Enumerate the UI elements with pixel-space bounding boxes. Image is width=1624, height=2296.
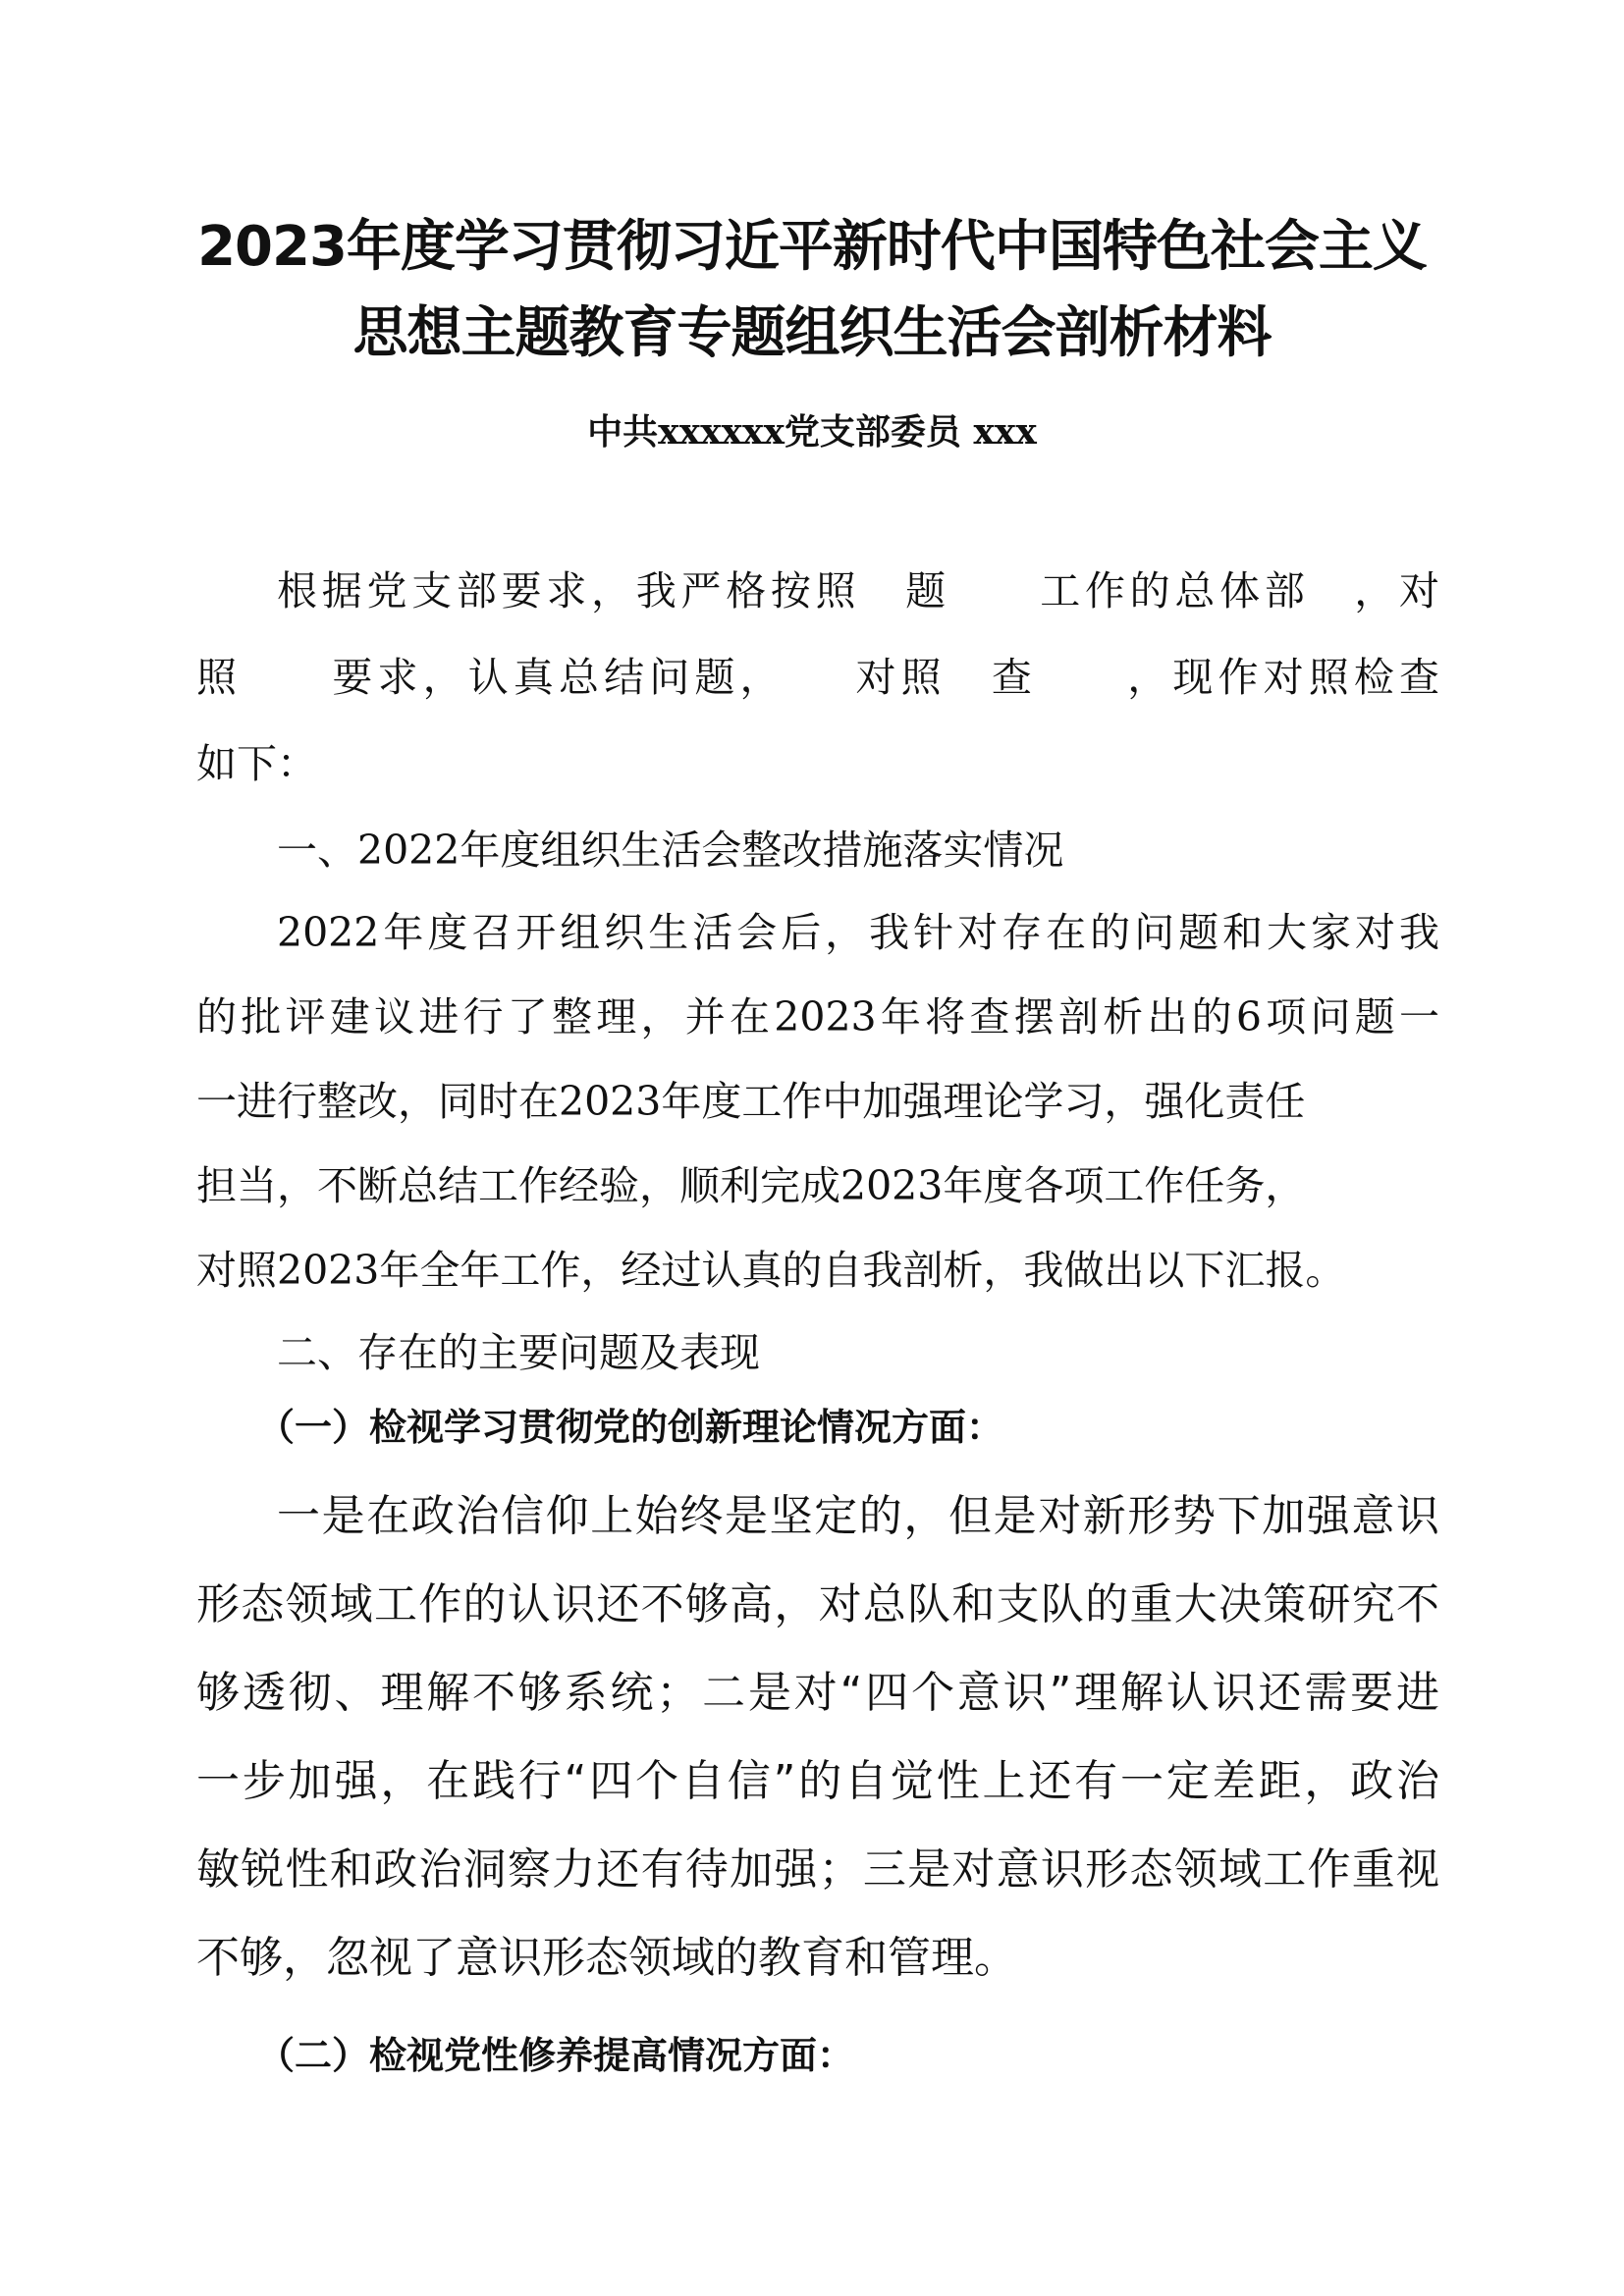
section-1-line-4: 担当，不断总结工作经验，顺利完成2023年度各项工作任务，: [196, 1162, 1306, 1209]
section-2-sub-1-line-1: 一是在政治信仰上始终是坚定的，但是对新形势下加强意识: [277, 1491, 1439, 1541]
section-2-sub-1-line-6: 不够，忽视了意识形态领域的教育和管理。: [196, 1933, 1017, 1983]
section-1-line-2: 的批评建议进行了整理，并在2023年将查摆剖析出的6项问题一: [196, 993, 1439, 1041]
section-1-line-5: 对照2023年全年工作，经过认真的自我剖析，我做出以下汇报。: [196, 1247, 1346, 1294]
section-2-sub-1-heading: （一）检视学习贯彻党的创新理论情况方面：: [257, 1405, 1004, 1449]
section-2-sub-1-line-4: 一步加强，在践行“四个自信”的自觉性上还有一定差距，政治: [196, 1756, 1439, 1806]
section-2-heading: 二、存在的主要问题及表现: [277, 1329, 760, 1376]
intro-line-1: 根据党支部要求，我严格按照 题 工作的总体部 ，对: [277, 567, 1439, 614]
document-title-line-1: 2023年度学习贯彻习近平新时代中国特色社会主义: [197, 215, 1427, 279]
section-1-line-3: 一进行整改，同时在2023年度工作中加强理论学习，强化责任: [196, 1078, 1306, 1125]
section-2-sub-2-heading: （二）检视党性修养提高情况方面：: [257, 2033, 855, 2077]
document-title-line-2: 思想主题教育专题组织生活会剖析材料: [352, 301, 1272, 365]
section-2-sub-1-line-2: 形态领域工作的认识还不够高，对总队和支队的重大决策研究不: [196, 1579, 1439, 1629]
section-1-line-1: 2022年度召开组织生活会后，我针对存在的问题和大家对我: [277, 909, 1439, 956]
section-2-sub-1-line-3: 够透彻、理解不够系统；二是对“四个意识”理解认识还需要进: [196, 1668, 1439, 1718]
intro-line-3: 如下：: [196, 740, 317, 787]
document-author-line: 中共xxxxxx党支部委员 xxx: [587, 411, 1037, 453]
intro-line-2: 照 要求，认真总结问题， 对照 查 ，现作对照检查: [196, 654, 1439, 701]
section-2-sub-1-line-5: 敏锐性和政治洞察力还有待加强；三是对意识形态领域工作重视: [196, 1844, 1439, 1895]
section-1-heading: 一、2022年度组织生活会整改措施落实情况: [277, 827, 1064, 874]
